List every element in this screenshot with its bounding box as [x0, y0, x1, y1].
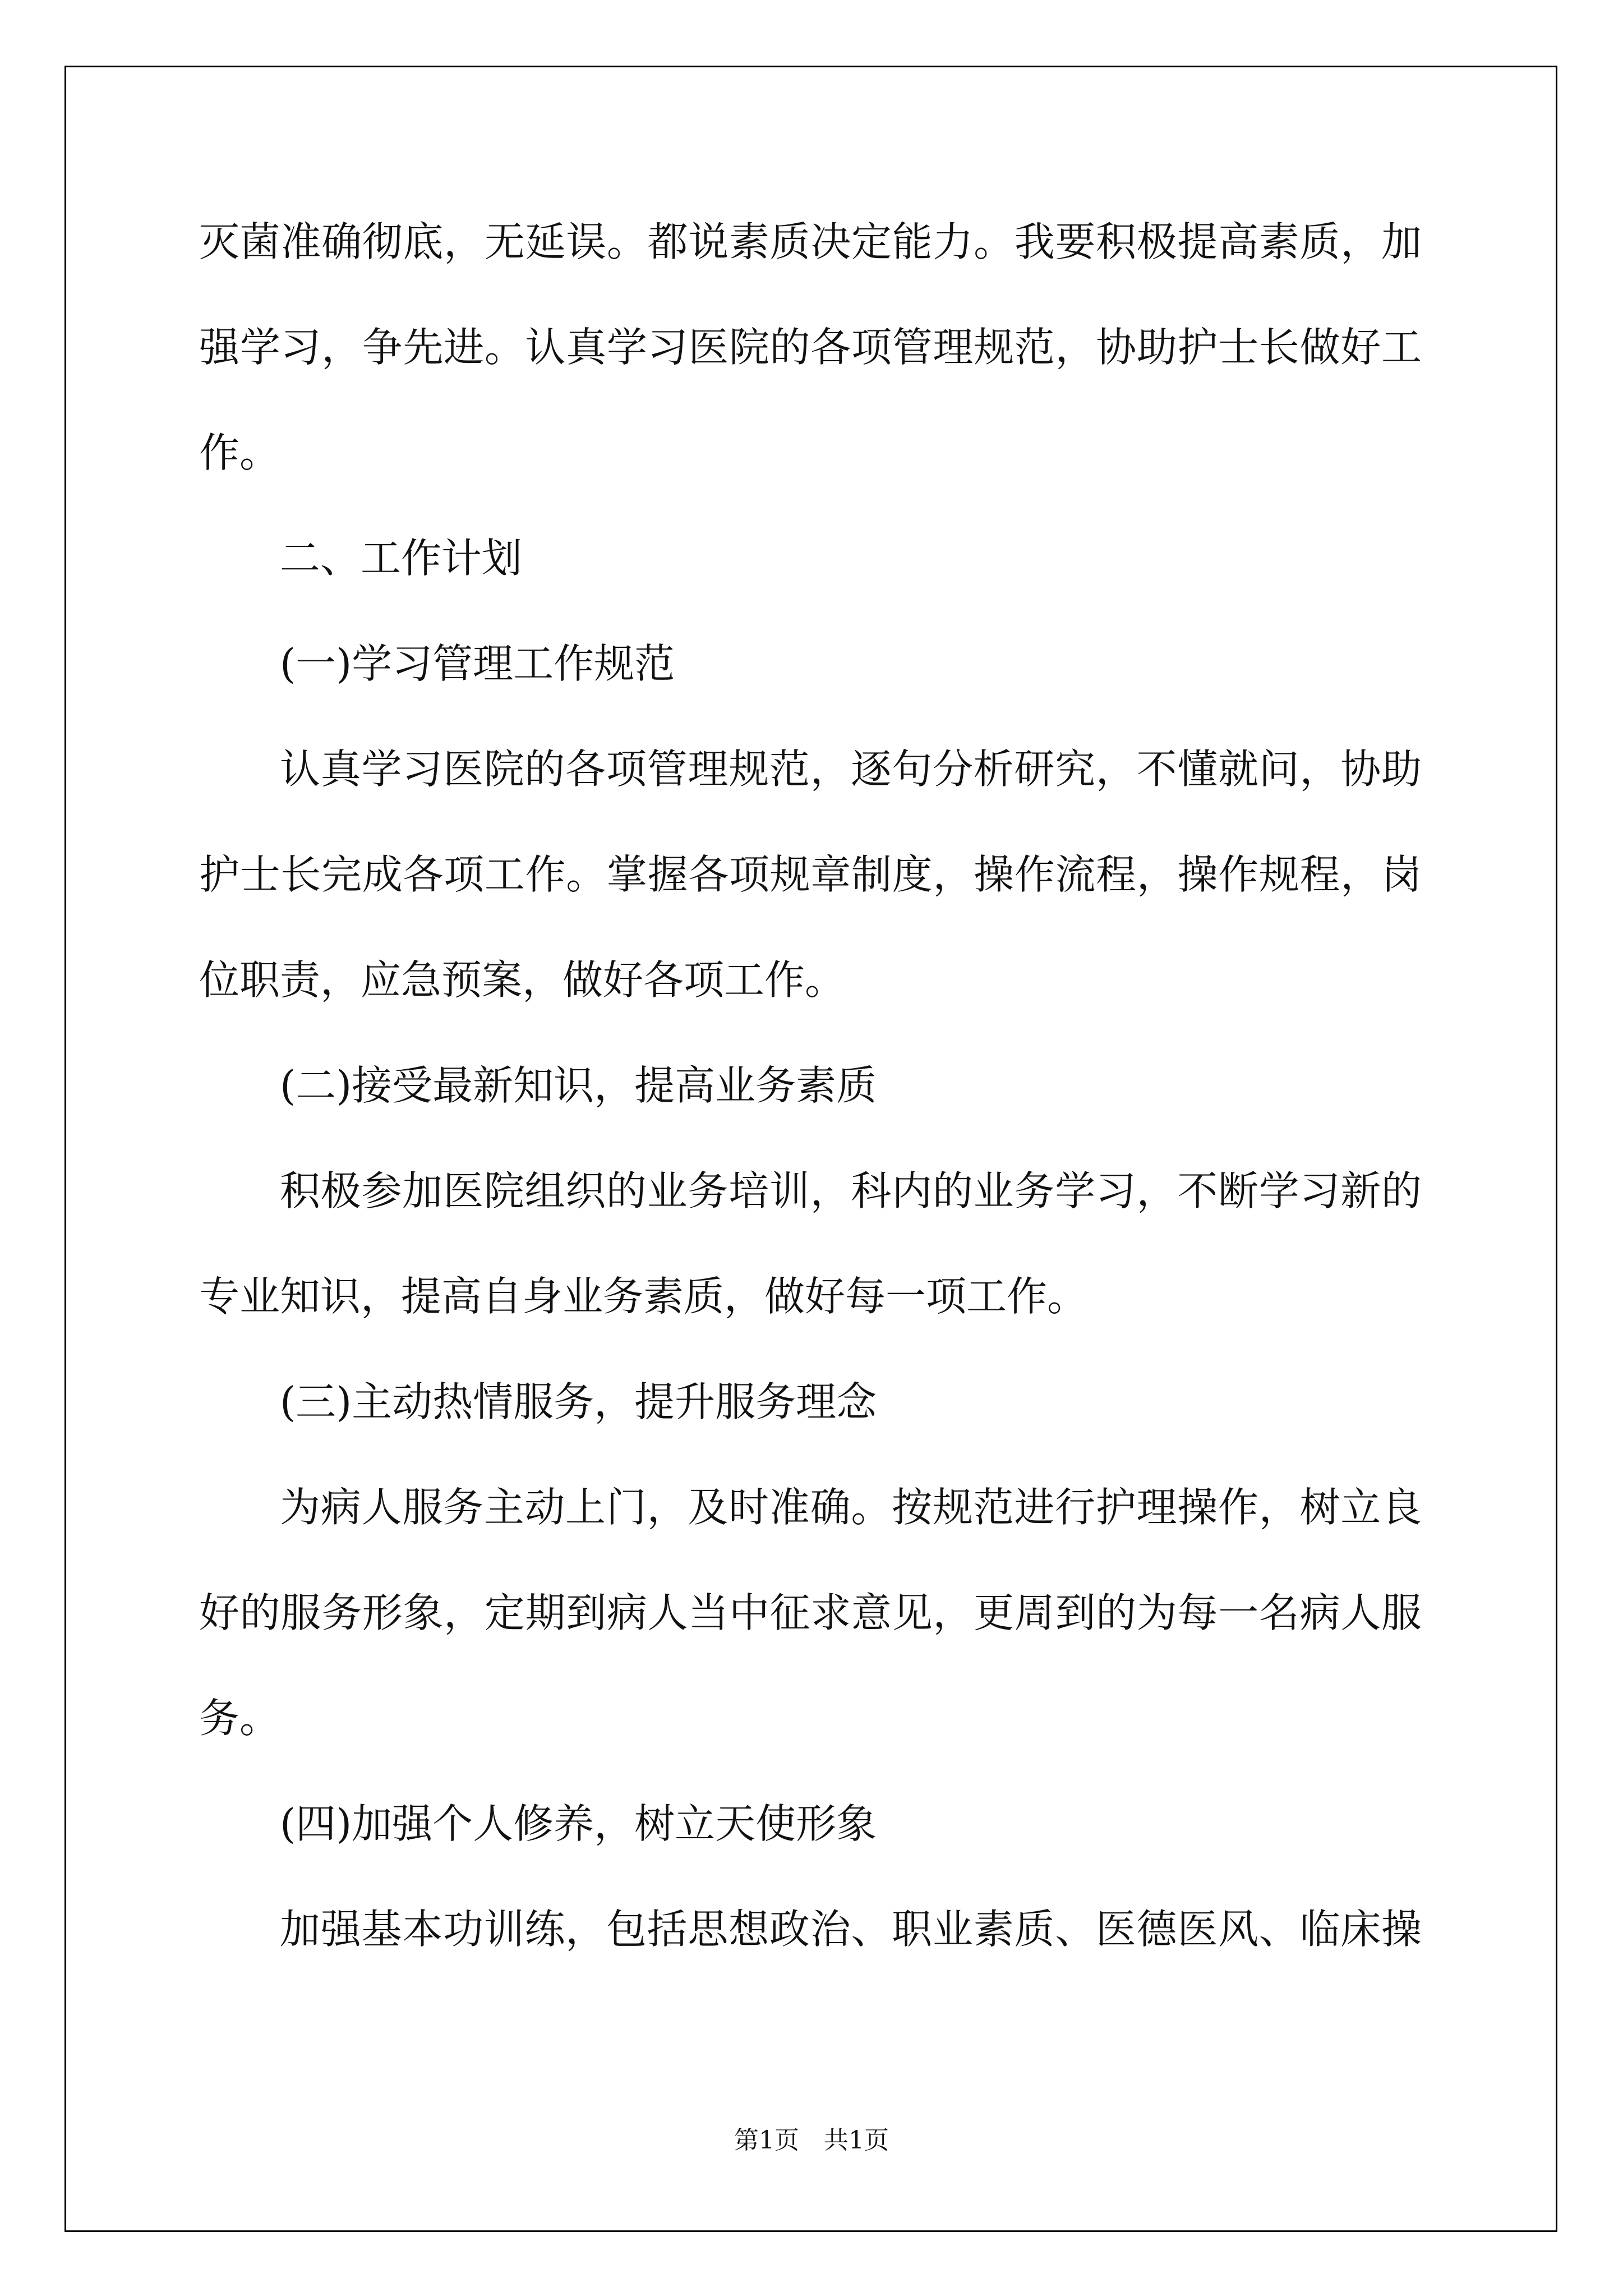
- subsection-heading: (三)主动热情服务，提升服务理念: [280, 1378, 877, 1425]
- text-line: 灭菌准确彻底，无延误。都说素质决定能力。我要积极提高素质，加: [199, 218, 1422, 265]
- text-line: 位职责，应急预案，做好各项工作。: [199, 956, 846, 1004]
- text-line: 作。: [199, 429, 280, 476]
- text-line: 为病人服务主动上门，及时准确。按规范进行护理操作，树立良: [280, 1484, 1422, 1531]
- text-line: 护士长完成各项工作。掌握各项规章制度，操作流程，操作规程，岗: [199, 851, 1422, 898]
- subsection-heading: (二)接受最新知识，提高业务素质: [280, 1062, 877, 1109]
- subsection-heading: (四)加强个人修养，树立天使形象: [280, 1800, 877, 1847]
- text-line: 强学习，争先进。认真学习医院的各项管理规范，协助护士长做好工: [199, 324, 1422, 371]
- text-line: 认真学习医院的各项管理规范，逐句分析研究，不懂就问，协助: [280, 746, 1422, 793]
- text-line: 积极参加医院组织的业务培训，科内的业务学习，不断学习新的: [280, 1167, 1422, 1214]
- text-line: 好的服务形象，定期到病人当中征求意见，更周到的为每一名病人服: [199, 1589, 1422, 1636]
- page-number-footer: 第1页 共1页: [734, 2126, 889, 2155]
- subsection-heading: (一)学习管理工作规范: [280, 640, 675, 687]
- text-line: 专业知识，提高自身业务素质，做好每一项工作。: [199, 1273, 1088, 1320]
- section-heading: 二、工作计划: [280, 535, 523, 582]
- text-line: 务。: [199, 1695, 280, 1742]
- text-line: 加强基本功训练，包括思想政治、职业素质、医德医风、临床操: [280, 1906, 1422, 1953]
